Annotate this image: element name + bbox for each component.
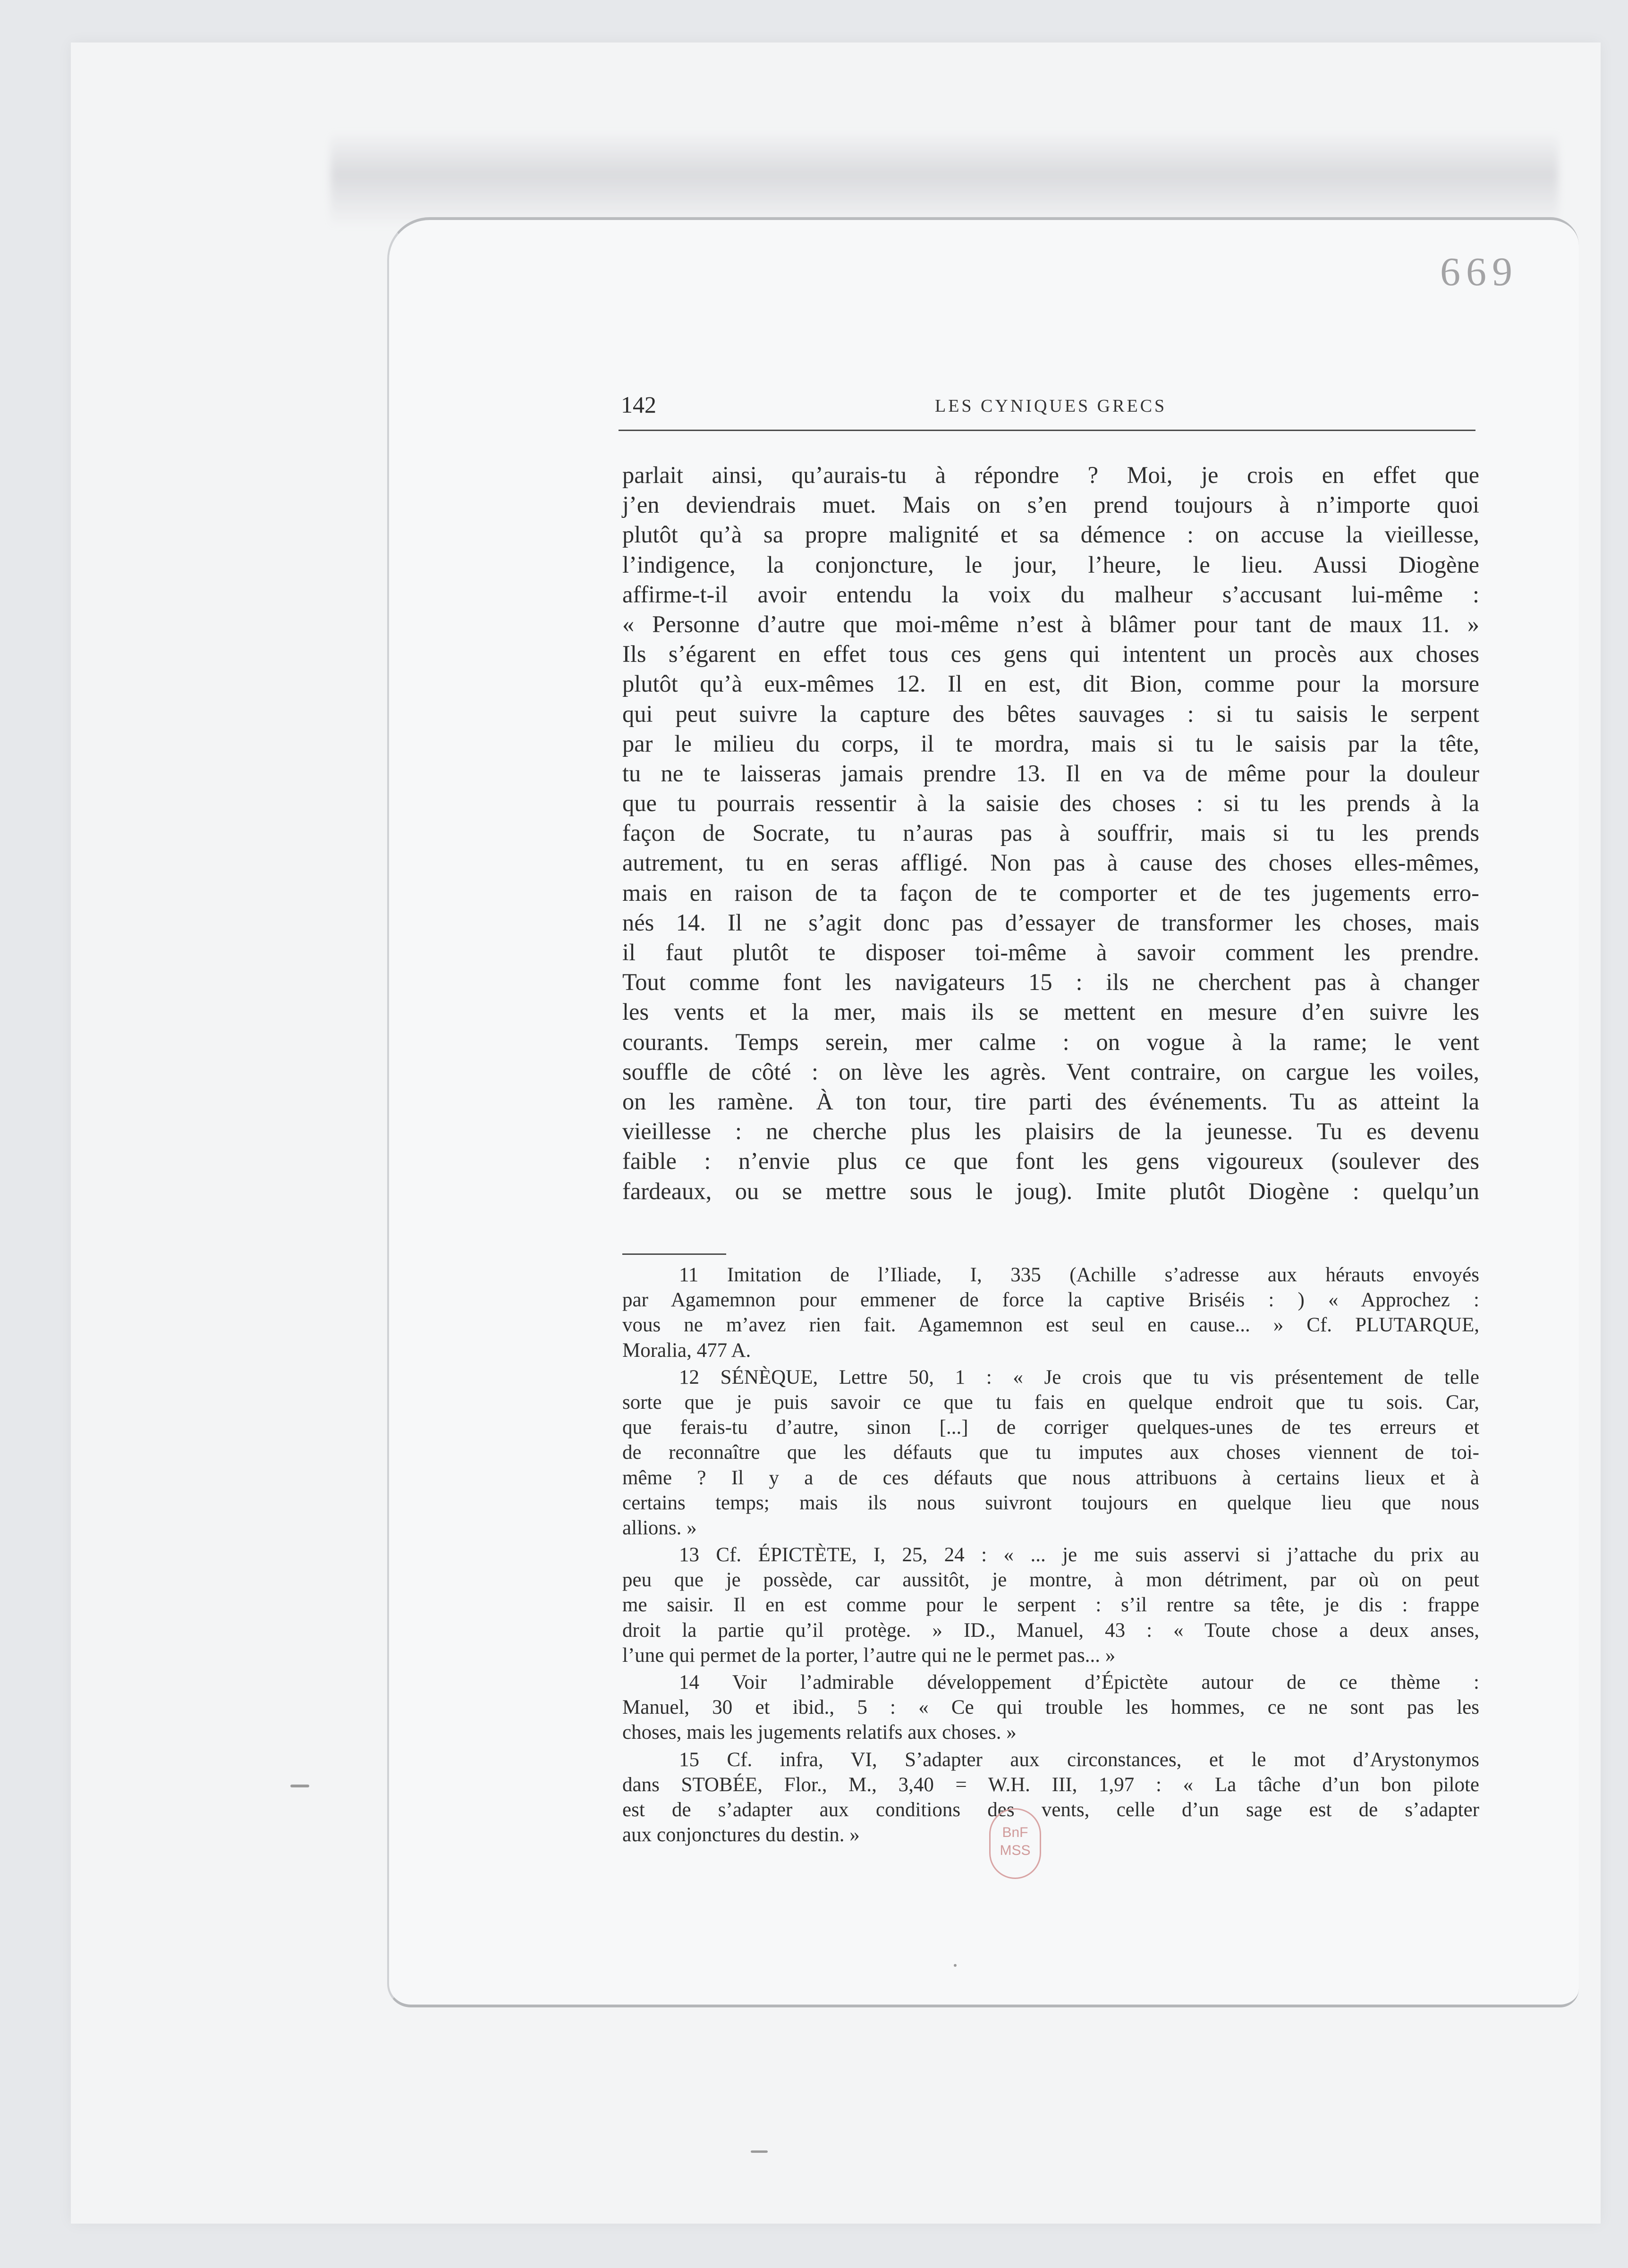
footnote-line: l’une qui permet de la porter, l’autre qui ne le permet pas... » <box>622 1644 1116 1667</box>
footnote-line: 13 Cf. ÉPICTÈTE, I, 25, 24 : « ... je me suis asservi si j’attache du prix au <box>679 1544 1479 1566</box>
body-line: plutôt qu’à sa propre malignité et sa démence : on accuse la vieillesse, <box>622 521 1479 548</box>
footnote-line: droit la partie qu’il protège. » ID., Manuel, 43 : « Toute chose a deux anses, <box>622 1619 1479 1642</box>
footnote-line: Manuel, 30 et ibid., 5 : « Ce qui trouble les hommes, ce ne sont pas les <box>622 1696 1479 1719</box>
footnote-rule <box>622 1253 726 1255</box>
footnote-line: vous ne m’avez rien fait. Agamemnon est seul en cause... » Cf. PLUTARQUE, <box>622 1314 1479 1337</box>
footnote-line: choses, mais les jugements relatifs aux choses. » <box>622 1721 1017 1744</box>
body-line: tu ne te laisseras jamais prendre 13. Il en va de même pour la douleur <box>622 760 1479 787</box>
footnote-line: sorte que je puis savoir ce que tu fais en quelque endroit que tu sois. Car, <box>622 1391 1479 1413</box>
footnote-15 <box>622 1747 1479 1848</box>
footnote-line: est de s’adapter aux conditions des vents, celle d’un sage est de s’adapter <box>622 1798 1479 1821</box>
footnote-line: certains temps; mais ils nous suivront toujours en quelque lieu que nous <box>622 1491 1479 1514</box>
footnote-line: dans STOBÉE, Flor., M., 3,40 = W.H. III, 1,97 : « La tâche d’un bon pilote <box>622 1773 1479 1796</box>
body-text <box>622 460 1479 1206</box>
body-line: souffle de côté : on lève les agrès. Vent contraire, on cargue les voiles, <box>622 1058 1479 1085</box>
footnote-line: aux conjonctures du destin. » <box>622 1824 860 1846</box>
footnote-line: peu que je possède, car aussitôt, je montre, à mon détriment, par où on peut <box>622 1569 1479 1591</box>
body-line: les vents et la mer, mais ils se mettent en mesure d’en suivre les <box>622 999 1479 1025</box>
footnote-line: par Agamemnon pour emmener de force la captive Briséis : ) « Approchez : <box>622 1289 1479 1312</box>
body-line: courants. Temps serein, mer calme : on vogue à la rame; le vent <box>622 1028 1479 1055</box>
footnotes <box>622 1261 1479 1847</box>
footnote-line: Moralia, 477 A. <box>622 1339 751 1362</box>
footnote-line: 14 Voir l’admirable développement d’Épictète autour de ce thème : <box>679 1671 1479 1693</box>
body-line: affirme-t-il avoir entendu la voix du malheur s’accusant lui-même : <box>622 581 1479 608</box>
body-line: l’indigence, la conjoncture, le jour, l’heure, le lieu. Aussi Diogène <box>622 551 1479 578</box>
body-line: fardeaux, ou se mettre sous le joug). Imite plutôt Diogène : quelqu’un <box>622 1177 1479 1204</box>
body-line: plutôt qu’à eux-mêmes 12. Il en est, dit Bion, comme pour la morsure <box>622 670 1479 697</box>
footnote-13 <box>622 1542 1479 1668</box>
body-line: que tu pourrais ressentir à la saisie des choses : si tu les prends à la <box>622 790 1479 817</box>
library-stamp <box>989 1808 1041 1879</box>
body-line: qui peut suivre la capture des bêtes sauvages : si tu saisis le serpent <box>622 700 1479 727</box>
footnote-14 <box>622 1670 1479 1745</box>
footnote-11 <box>622 1262 1479 1363</box>
body-line: Tout comme font les navigateurs 15 : ils ne cherchent pas à changer <box>622 969 1479 996</box>
scan-speck <box>290 1785 309 1787</box>
footnote-line: même ? Il y a de ces défauts que nous attribuons à certains lieux et à <box>622 1466 1479 1489</box>
body-line: par le milieu du corps, il te mordra, mais si tu le saisis par la tête, <box>622 730 1479 757</box>
scan-smudge <box>331 132 1558 227</box>
footnote-line: que ferais-tu d’autre, sinon [...] de corriger quelques-unes de tes erreurs et <box>622 1416 1479 1439</box>
scan-speck <box>751 2150 768 2153</box>
footnote-line: de reconnaître que les défauts que tu imputes aux choses viennent de toi- <box>622 1441 1479 1464</box>
body-line: j’en deviendrais muet. Mais on s’en prend toujours à n’importe quoi <box>622 491 1479 518</box>
body-line: « Personne d’autre que moi-même n’est à blâmer pour tant de maux 11. » <box>622 610 1479 637</box>
body-line: il faut plutôt te disposer toi-même à savoir comment les prendre. <box>622 939 1479 965</box>
body-line: Ils s’égarent en effet tous ces gens qui intentent un procès aux choses <box>622 641 1479 668</box>
header-rule <box>619 430 1475 431</box>
running-title: LES CYNIQUES GRECS <box>935 396 1167 416</box>
body-line: mais en raison de ta façon de te comporter et de tes jugements erro- <box>622 879 1479 906</box>
footnote-12 <box>622 1365 1479 1540</box>
body-line: vieillesse : ne cherche plus les plaisirs de la jeunesse. Tu es devenu <box>622 1118 1479 1145</box>
footnote-line: me saisir. Il en est comme pour le serpent : s’il rentre sa tête, je dis : frappe <box>622 1594 1479 1616</box>
footnote-line: allions. » <box>622 1516 697 1539</box>
body-line: autrement, tu en seras affligé. Non pas à cause des choses elles-mêmes, <box>622 849 1479 876</box>
stamp-line: BnF <box>1002 1825 1028 1840</box>
scan-speck <box>954 1964 957 1967</box>
body-line: faible : n’envie plus ce que font les gens vigoureux (soulever des <box>622 1148 1479 1175</box>
body-line: façon de Socrate, tu n’auras pas à souffrir, mais si tu les prends <box>622 820 1479 846</box>
body-line: nés 14. Il ne s’agit donc pas d’essayer de transformer les choses, mais <box>622 909 1479 936</box>
body-line: parlait ainsi, qu’aurais-tu à répondre ? Moi, je crois en effet que <box>622 462 1479 488</box>
folio-number: 669 <box>1440 249 1518 294</box>
body-line: on les ramène. À ton tour, tire parti des événements. Tu as atteint la <box>622 1088 1479 1115</box>
page-number: 142 <box>621 391 656 418</box>
footnote-line: 12 SÉNÈQUE, Lettre 50, 1 : « Je crois que tu vis présentement de telle <box>679 1366 1479 1388</box>
footnote-line: 11 Imitation de l’Iliade, I, 335 (Achille s’adresse aux hérauts envoyés <box>679 1264 1479 1286</box>
stamp-line: MSS <box>1000 1843 1031 1858</box>
footnote-line: 15 Cf. infra, VI, S’adapter aux circonstances, et le mot d’Arystonymos <box>679 1748 1479 1771</box>
